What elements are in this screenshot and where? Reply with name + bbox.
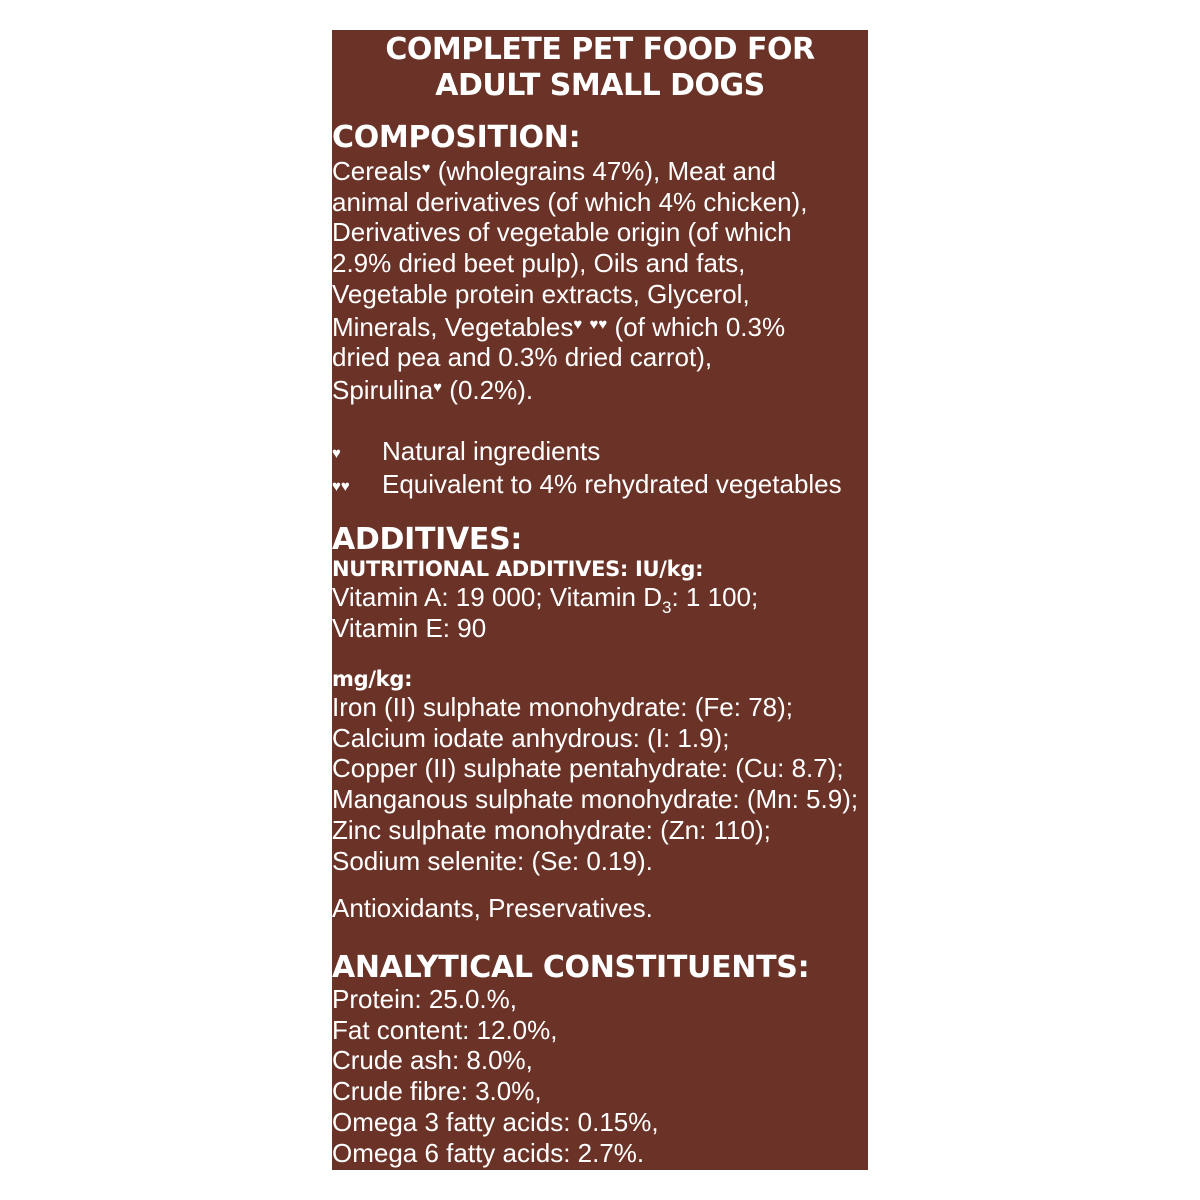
vitamin-line <box>332 582 868 617</box>
composition-line <box>332 154 868 187</box>
ingredients-panel <box>332 30 868 1170</box>
composition-text: Cereals <box>332 156 422 186</box>
heart-icon: ♥ <box>332 445 341 462</box>
composition-text: (of which 0.3% <box>607 311 786 342</box>
composition-line: 2.9% dried beet pulp), Oils and fats, <box>332 248 746 279</box>
composition-line: dried pea and 0.3% dried carrot), <box>332 342 713 373</box>
composition-text: Minerals, Vegetables <box>332 311 574 342</box>
analytical-line: Crude ash: 8.0%, <box>332 1045 533 1076</box>
composition-line <box>332 373 868 406</box>
vitamin-text: Vitamin A: 19 000; Vitamin D <box>332 582 663 612</box>
antioxidants-line: Antioxidants, Preservatives. <box>332 893 653 923</box>
footnote-text: Natural ingredients <box>382 436 601 466</box>
composition-line: animal derivatives (of which 4% chicken), <box>332 186 808 217</box>
analytical-line: Crude fibre: 3.0%, <box>332 1076 542 1107</box>
double-heart-icon: ♥♥ <box>589 315 608 333</box>
analytical-line: Omega 3 fatty acids: 0.15%, <box>332 1106 659 1137</box>
analytical-line: Fat content: 12.0%, <box>332 1014 558 1045</box>
vitamin-line: Vitamin E: 90 <box>332 612 487 643</box>
composition-text: (wholegrains 47%), Meat and <box>430 156 776 186</box>
footnote-text: Equivalent to 4% rehydrated vegetables <box>382 469 842 499</box>
additives-section <box>332 524 868 643</box>
footnote-natural <box>332 436 868 469</box>
composition-heading: COMPOSITION: <box>332 120 581 155</box>
mineral-line: Sodium selenite: (Se: 0.19). <box>332 845 653 876</box>
mineral-line: Iron (II) sulphate monohydrate: (Fe: 78); <box>332 692 793 722</box>
footnotes <box>332 436 868 502</box>
mg-kg-heading: mg/kg: <box>332 667 413 691</box>
mineral-line: Calcium iodate anhydrous: (I: 1.9); <box>332 722 730 753</box>
analytical-section <box>332 952 868 1168</box>
composition-text: Spirulina <box>332 374 434 405</box>
product-title <box>332 32 868 104</box>
heart-icon: ♥ <box>421 160 431 177</box>
analytical-line: Omega 6 fatty acids: 2.7%. <box>332 1137 645 1168</box>
product-title-line-2: ADULT SMALL DOGS <box>435 68 765 103</box>
heart-icon: ♥ <box>573 315 583 333</box>
analytical-line: Protein: 25.0.%, <box>332 984 517 1014</box>
footnote-vegetables <box>332 469 868 502</box>
antioxidants <box>332 893 868 924</box>
nutritional-additives-heading: NUTRITIONAL ADDITIVES: IU/kg: <box>332 557 704 581</box>
double-heart-icon: ♥♥ <box>332 478 350 495</box>
product-title-line-1: COMPLETE PET FOOD FOR <box>385 32 815 67</box>
subscript: 3 <box>662 598 672 617</box>
mineral-line: Copper (II) sulphate pentahydrate: (Cu: 8.7); <box>332 753 844 784</box>
mineral-line: Zinc sulphate monohydrate: (Zn: 110); <box>332 814 771 845</box>
composition-section <box>332 122 868 406</box>
heart-icon: ♥ <box>433 378 443 396</box>
composition-line: Derivatives of vegetable origin (of which <box>332 217 792 248</box>
vitamin-text: : 1 100; <box>671 582 759 612</box>
mineral-line: Manganous sulphate monohydrate: (Mn: 5.9); <box>332 784 859 815</box>
mineral-additives <box>332 666 868 876</box>
composition-line: Vegetable protein extracts, Glycerol, <box>332 278 750 309</box>
additives-heading: ADDITIVES: <box>332 522 523 557</box>
composition-line <box>332 310 868 343</box>
analytical-heading: ANALYTICAL CONSTITUENTS: <box>332 950 810 985</box>
composition-text: (0.2%). <box>442 374 534 405</box>
